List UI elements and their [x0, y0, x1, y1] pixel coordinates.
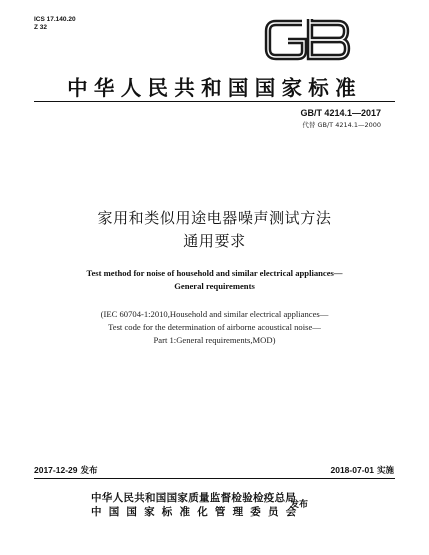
- national-standard-title: 中华人民共和国国家标准: [67, 76, 362, 100]
- implementation-date-suffix: 实施: [376, 466, 394, 476]
- bottom-divider: [34, 478, 395, 479]
- title-en-line1: Test method for noise of household and similar electrical appliances—: [86, 268, 343, 278]
- top-divider: [34, 101, 395, 102]
- issue-date: [34, 464, 98, 476]
- issue-date-suffix: 发布: [80, 466, 98, 476]
- issuer-line1: 中华人民共和国国家质量监督检验检疫总局: [91, 492, 297, 504]
- title-en-line2: General requirements: [174, 281, 255, 291]
- ccs-code: Z 32: [34, 24, 48, 31]
- title-cn-line2: 通用要求: [183, 232, 246, 250]
- replaces-standard: 代替 GB/T 4214.1—2000: [302, 121, 381, 129]
- implementation-date-value: 2018-07-01: [330, 465, 374, 475]
- iec-reference-line3: Part 1:General requirements,MOD): [153, 335, 276, 345]
- standard-code: GB/T 4214.1—2017: [300, 108, 381, 118]
- title-cn-line1: 家用和类似用途电器噪声测试方法: [97, 209, 332, 227]
- issuer-line2: 中国国家标准化管理委员会: [91, 506, 304, 518]
- implementation-date: [331, 464, 395, 476]
- gb-logo: [262, 15, 352, 65]
- issue-date-value: 2017-12-29: [34, 465, 78, 475]
- iec-reference-line2: Test code for the determination of airborne acoustical noise—: [108, 322, 321, 332]
- iec-reference-line1: (IEC 60704-1:2010,Household and similar electrical appliances—: [100, 309, 329, 319]
- ics-code: ICS 17.140.20: [34, 16, 76, 23]
- issuer-verb: 发布: [290, 500, 309, 510]
